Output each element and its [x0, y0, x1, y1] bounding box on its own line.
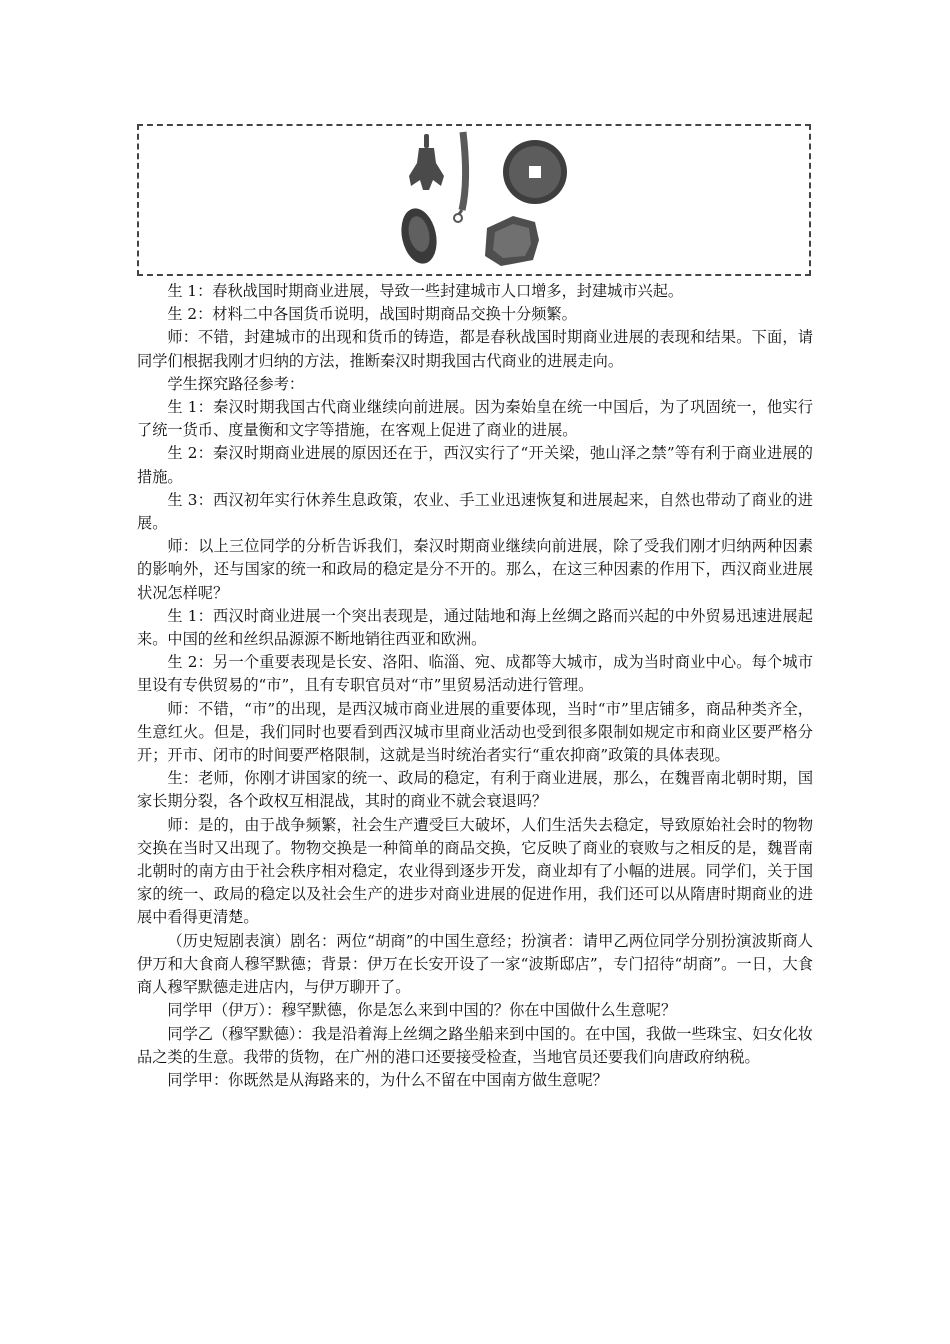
paragraph: 生 1：春秋战国时期商业进展，导致一些封建城市人口增多，封建城市兴起。	[167, 282, 684, 300]
paragraph: 同学甲（伊万）：穆罕默德，你是怎么来到中国的？你在中国做什么生意呢？	[167, 1001, 677, 1020]
paragraph: 生 2：秦汉时期商业进展的原因还在于，西汉实行了“开关梁，弛山泽之禁”等有利于商业进展的措施。	[137, 444, 813, 486]
paragraph: 生 1：秦汉时期我国古代商业继续向前进展。因为秦始皇在统一中国后，为了巩固统一，他实行了统一货币、度量衡和文字等措施，在客观上促进了商业的进展。	[137, 398, 813, 440]
paragraph: 生 3：西汉初年实行休养生息政策，农业、手工业迅速恢复和进展起来，自然也带动了商业的进展。	[137, 490, 813, 533]
paragraph: 同学甲：你既然是从海路来的，为什么不留在中国南方做生意呢？	[167, 1070, 608, 1089]
paragraph: 师：是的，由于战争频繁，社会生产遭受巨大破坏，人们生活失去稳定，导致原始社会时的物物交换在当时又出现了。物物交换是一种简单的商品交换，它反映了商业的衰败与之相反的是，魏晋南北朝时的南方由于社会秩序相对稳定，农业得到逐步开发，商业却有了小幅的进展。同学们，关于国家的统一、政局的稳定以及社会生产的进步对商业进展的促进作用，我们还可以从隋唐时期商业的进展中看得更清楚。	[137, 815, 813, 927]
ancient-coins-image	[389, 128, 709, 274]
ant-nose-coin-icon	[397, 205, 442, 267]
round-coin-icon	[503, 140, 567, 204]
paragraph: 同学乙（穆罕默德）：我是沿着海上丝绸之路坐船来到中国的。在中国，我做一些珠宝、妇女化妆品之类的生意。我带的货物，在广州的港口还要接受检查，当地官员还要我们向唐政府纳税。	[137, 1024, 813, 1066]
paragraph: 生 1：西汉时商业进展一个突出表现是，通过陆地和海上丝绸之路而兴起的中外贸易迅速进展起来。中国的丝和丝织品源源不断地销往西亚和欧洲。	[137, 606, 813, 649]
paragraph: 师：不错，“市”的出现，是西汉城市商业进展的重要体现，当时“市”里店铺多，商品种类齐全，生意红火。但是，我们同时也要看到西汉城市里商业活动也受到很多限制如规定市和商业区要严格分开；开市、闭市的时间要严格限制，这就是当时统治者实行“重农抑商”政策的具体表现。	[137, 699, 813, 765]
paragraph: 师：以上三位同学的分析告诉我们，秦汉时期商业继续向前进展，除了受我们刚才归纳两种因素的影响外，还与国家的统一和政局的稳定是分不开的。那么，在这三种因素的作用下，西汉商业进展状况怎样呢？	[137, 537, 813, 602]
spade-coin-icon	[409, 134, 444, 190]
paragraph: 学生探究路径参考：	[167, 374, 305, 393]
paragraph: 生 2：另一个重要表现是长安、洛阳、临淄、宛、成都等大城市，成为当时商业中心。每个城市里设有专供贸易的“市”，且有专职官员对“市”里贸易活动进行管理。	[137, 653, 813, 695]
paragraph: 生：老师，你刚才讲国家的统一、政局的稳定，有利于商业进展，那么，在魏晋南北朝时期，国家长期分裂，各个政权互相混战，其时的商业不就会衰退吗？	[137, 769, 813, 811]
knife-coin-icon	[454, 132, 466, 222]
paragraph: 生 2：材料二中各国货币说明，战国时期商品交换十分频繁。	[167, 305, 577, 324]
article-body	[137, 280, 813, 1092]
gold-ingot-icon	[485, 216, 539, 266]
paragraph: （历史短剧表演）剧名：两位“胡商”的中国生意经；扮演者：请甲乙两位同学分别扮演波斯商人伊万和大食商人穆罕默德；背景：伊万在长安开设了一家“波斯邸店”，专门招待“胡商”。一日，大食商人穆罕默德走进店内，与伊万聊开了。	[137, 931, 813, 997]
paragraph: 师：不错，封建城市的出现和货币的铸造，都是春秋战国时期商业进展的表现和结果。下面，请同学们根据我刚才归纳的方法，推断秦汉时期我国古代商业的进展走向。	[137, 328, 813, 370]
coin-figure-frame	[137, 124, 811, 276]
